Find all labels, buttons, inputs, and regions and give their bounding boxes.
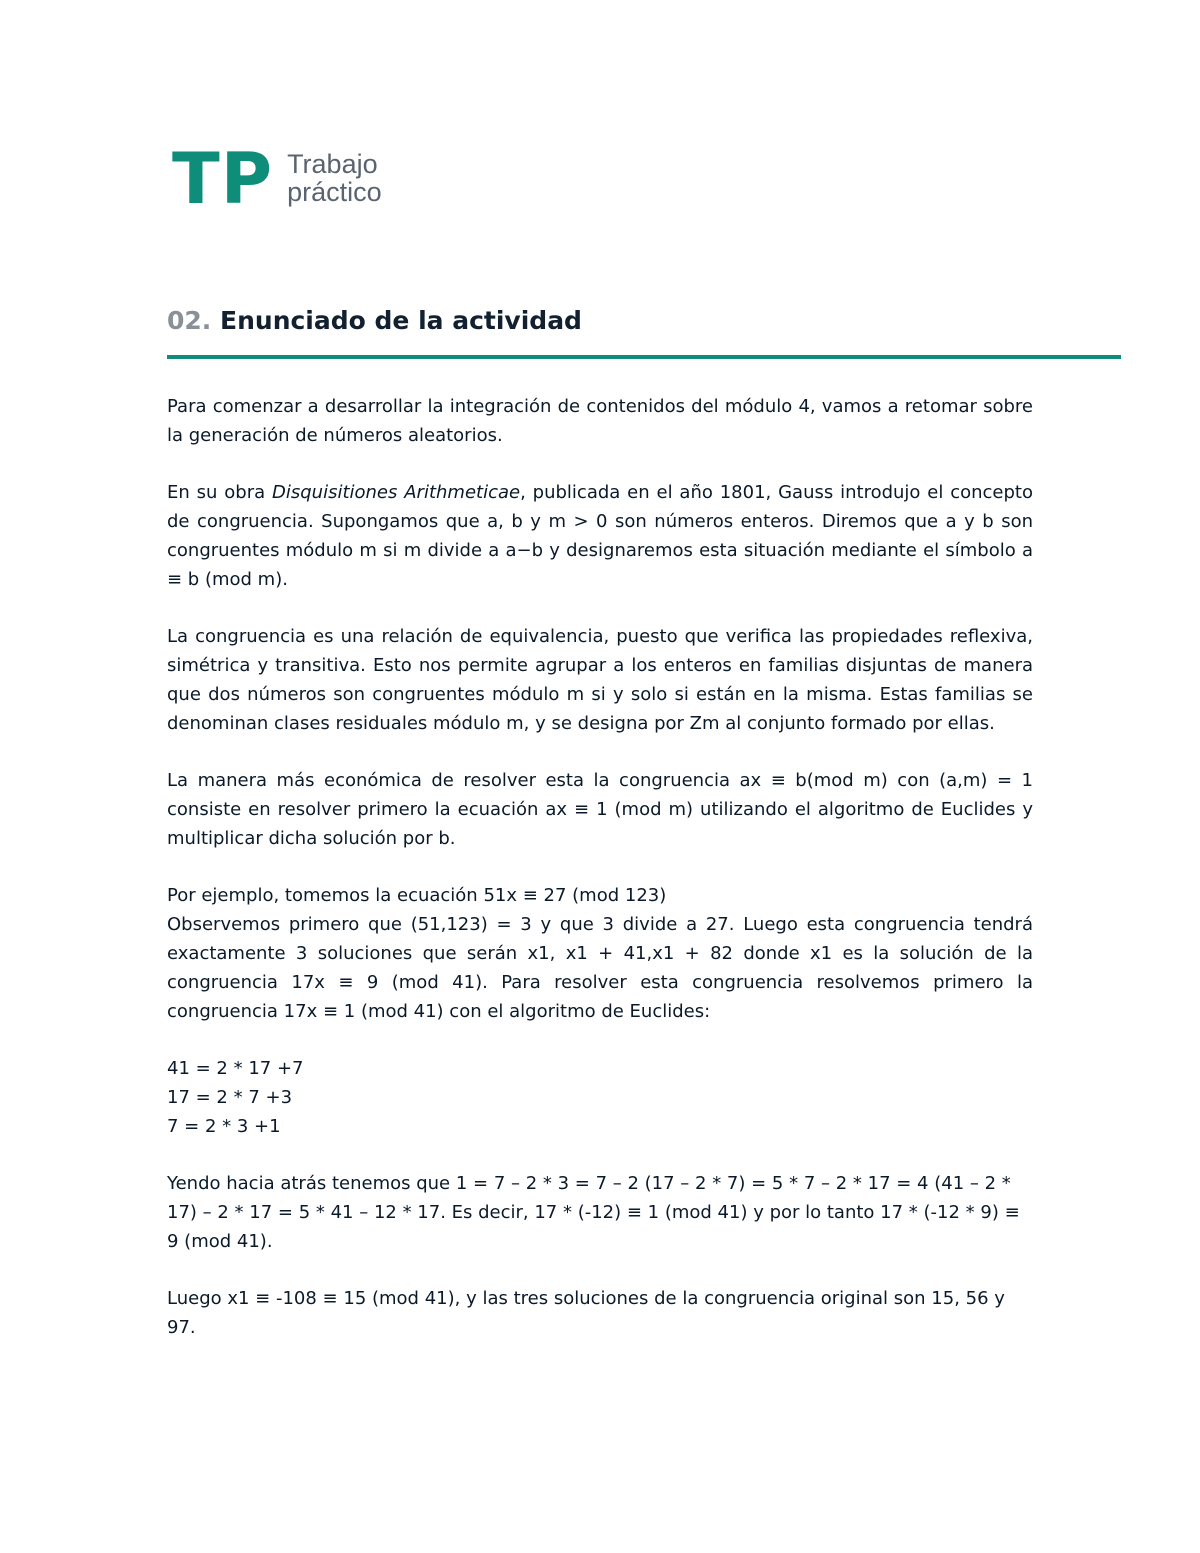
book-title: Disquisitiones Arithmeticae <box>272 482 521 503</box>
euclid-step-2: 17 = 2 * 7 +3 <box>167 1087 293 1108</box>
paragraph-conclusion: Luego x1 ≡ -108 ≡ 15 (mod 41), y las tres soluciones de la congruencia original son 15, 56 y 97. <box>167 1288 1005 1338</box>
paragraph-equivalence: La congruencia es una relación de equivalencia, puesto que verifica las propiedades reflexiva, simétrica y transitiva. Esto nos permite agrupar a los enteros en familias disjuntas de manera que dos números son congruentes módulo m si y solo si están en la misma. Estas familias se denominan clases residuales módulo m, y se designa por Zm al conjunto formado por ellas. <box>167 626 1033 734</box>
section-number: 02. <box>167 306 212 335</box>
example-explanation: Observemos primero que (51,123) = 3 y que 3 divide a 27. Luego esta congruencia tendrá exactamente 3 soluciones que serán x1, x1 + 41,x1 + 82 donde x1 es la solución de la congruencia 17x ≡ 9 (mod 41). Para resolver esta congruencia resolvemos primero la congruencia 17x ≡ 1 (mod 41) con el algoritmo de Euclides: <box>167 914 1033 1022</box>
paragraph-gauss-start: En su obra <box>167 482 272 503</box>
section-divider <box>167 355 1121 359</box>
logo-text <box>287 150 382 206</box>
paragraph-method: La manera más económica de resolver esta la congruencia ax ≡ b(mod m) con (a,m) = 1 consiste en resolver primero la ecuación ax ≡ 1 (mod m) utilizando el algoritmo de Euclides y multiplicar dicha solución por b. <box>167 770 1033 849</box>
euclid-step-1: 41 = 2 * 17 +7 <box>167 1058 304 1079</box>
tp-logo <box>172 138 382 220</box>
section-title: Enunciado de la actividad <box>220 306 582 335</box>
euclid-step-3: 7 = 2 * 3 +1 <box>167 1116 281 1137</box>
euclid-steps <box>167 1054 1033 1141</box>
logo-mark: TP <box>172 138 274 220</box>
activity-body <box>167 392 1033 1370</box>
paragraph-example <box>167 881 1033 1026</box>
section-heading <box>167 303 582 339</box>
paragraph-gauss-end: , publicada en el año 1801, Gauss introdujo el concepto de congruencia. Supongamos que a, b y m > 0 son números enteros. Diremos que a y b son congruentes módulo m si m divide a a−b y designaremos esta situación mediante el símbolo a ≡ b (mod m). <box>167 482 1033 590</box>
logo-text-line1: Trabajo <box>287 149 378 179</box>
paragraph-back-substitution: Yendo hacia atrás tenemos que 1 = 7 – 2 * 3 = 7 – 2 (17 – 2 * 7) = 5 * 7 – 2 * 17 = 4 (41 – 2 * 17) – 2 * 17 = 5 * 41 – 12 * 17. Es decir, 17 * (-12) ≡ 1 (mod 41) y por lo tanto 17 * (-12 * 9) ≡ 9 (mod 41). <box>167 1173 1020 1252</box>
paragraph-intro: Para comenzar a desarrollar la integración de contenidos del módulo 4, vamos a retomar sobre la generación de números aleatorios. <box>167 396 1033 446</box>
paragraph-gauss <box>167 478 1033 594</box>
example-equation: Por ejemplo, tomemos la ecuación 51x ≡ 27 (mod 123) <box>167 885 667 906</box>
logo-text-line2: práctico <box>287 177 382 207</box>
